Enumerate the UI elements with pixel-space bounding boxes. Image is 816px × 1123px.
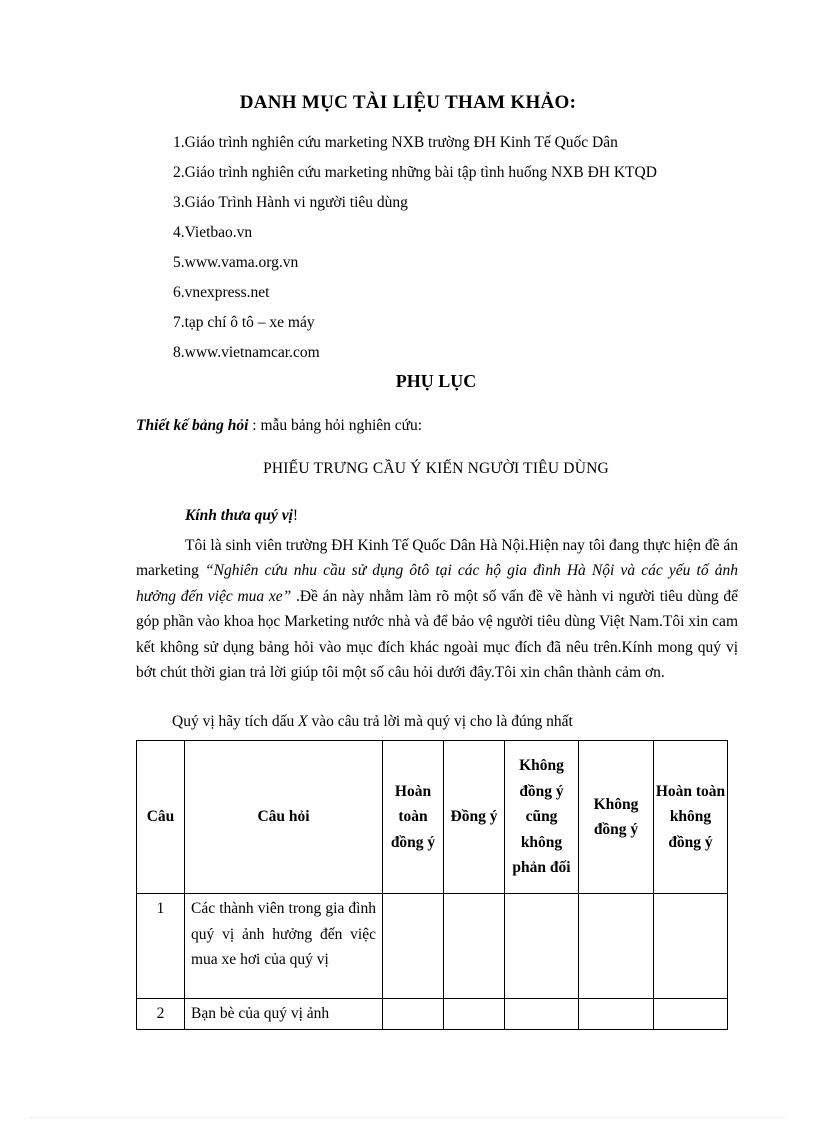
answer-cell[interactable] <box>383 894 444 999</box>
greeting-end: ! <box>292 507 299 524</box>
table-header-row <box>137 741 728 894</box>
answer-cell[interactable] <box>444 999 505 1030</box>
answer-cell[interactable] <box>654 894 728 999</box>
design-text: : mẫu bảng hỏi nghiên cứu: <box>248 417 423 434</box>
header-cell: Không đồng ý <box>579 741 654 894</box>
questionnaire-design-line <box>136 417 422 435</box>
references-heading: DANH MỤC TÀI LIỆU THAM KHẢO: <box>239 92 577 113</box>
answer-cell[interactable] <box>383 999 444 1030</box>
greeting-text: Kính thưa quý vị <box>185 507 293 524</box>
table-row <box>137 999 728 1030</box>
question-text: Bạn bè của quý vị ảnh <box>185 999 383 1030</box>
question-number: 2 <box>137 999 185 1030</box>
answer-cell[interactable] <box>505 894 579 999</box>
instruction-pre: Quý vị hãy tích dấu <box>172 713 299 730</box>
reference-item: 7.tạp chí ô tô – xe máy <box>173 314 315 331</box>
instruction-line <box>172 713 573 731</box>
table-row <box>137 894 728 999</box>
reference-item: 6.vnexpress.net <box>173 284 270 301</box>
reference-item: 1.Giáo trình nghiên cứu marketing NXB trường ĐH Kinh Tế Quốc Dân <box>173 134 618 151</box>
answer-cell[interactable] <box>505 999 579 1030</box>
header-cell: Câu hỏi <box>185 741 383 894</box>
answer-cell[interactable] <box>654 999 728 1030</box>
answer-cell[interactable] <box>579 999 654 1030</box>
reference-item: 8.www.vietnamcar.com <box>173 344 320 361</box>
intro-text-1: Tôi là sinh viên trường ĐH Kinh Tế Quốc Dân Hà Nội.Hiện nay tôi đang thực hiện đề án marketing <box>136 537 738 580</box>
question-number: 1 <box>137 894 185 999</box>
reference-item: 4.Vietbao.vn <box>173 224 253 241</box>
design-label: Thiết kế bảng hỏi <box>136 417 249 434</box>
intro-paragraph <box>136 533 738 685</box>
greeting <box>185 507 298 525</box>
header-cell: Hoàn toàn không đồng ý <box>654 741 728 894</box>
questionnaire-table <box>136 740 728 1030</box>
question-text: Các thành viên trong gia đình quý vị ảnh hưởng đến việc mua xe hơi của quý vị <box>185 894 383 999</box>
survey-title: PHIẾU TRƯNG CẦU Ý KIẾN NGƯỜI TIÊU DÙNG <box>263 460 609 477</box>
project-title-quote: “Nghiên cứu nhu cầu sử dụng ôtô tại các hộ gia đình Hà Nội và các yếu tố ảnh hưởng đến việc mua xe” <box>136 562 738 605</box>
reference-item: 2.Giáo trình nghiên cứu marketing những bài tập tình huống NXB ĐH KTQD <box>173 164 657 181</box>
answer-cell[interactable] <box>579 894 654 999</box>
intro-text-2: .Đề án này nhằm làm rõ một số vấn đề về hành vi người tiêu dùng để góp phần vào khoa học Marketing nước nhà và để bảo vệ người tiêu dùng Việt Nam.Tôi xin cam kết không sử dụng bảng hỏi vào mục đích khác ngoài mục đích đã nêu trên.Kính mong quý vị bớt chút thời gian trả lời giúp tôi một số câu hỏi dưới đây.Tôi xin chân thành cảm ơn. <box>136 587 738 682</box>
header-cell: Không đồng ý cũng không phản đối <box>505 741 579 894</box>
header-cell: Hoàn toàn đồng ý <box>383 741 444 894</box>
header-cell: Đồng ý <box>444 741 505 894</box>
instruction-post: vào câu trả lời mà quý vị cho là đúng nhất <box>307 713 573 730</box>
header-cell: Câu <box>137 741 185 894</box>
appendix-heading: PHỤ LỤC <box>395 371 477 391</box>
page-bottom-divider <box>30 1117 786 1118</box>
answer-cell[interactable] <box>444 894 505 999</box>
references-list <box>173 128 657 368</box>
instruction-mark: X <box>298 713 308 730</box>
reference-item: 3.Giáo Trình Hành vi người tiêu dùng <box>173 194 408 211</box>
reference-item: 5.www.vama.org.vn <box>173 254 299 271</box>
